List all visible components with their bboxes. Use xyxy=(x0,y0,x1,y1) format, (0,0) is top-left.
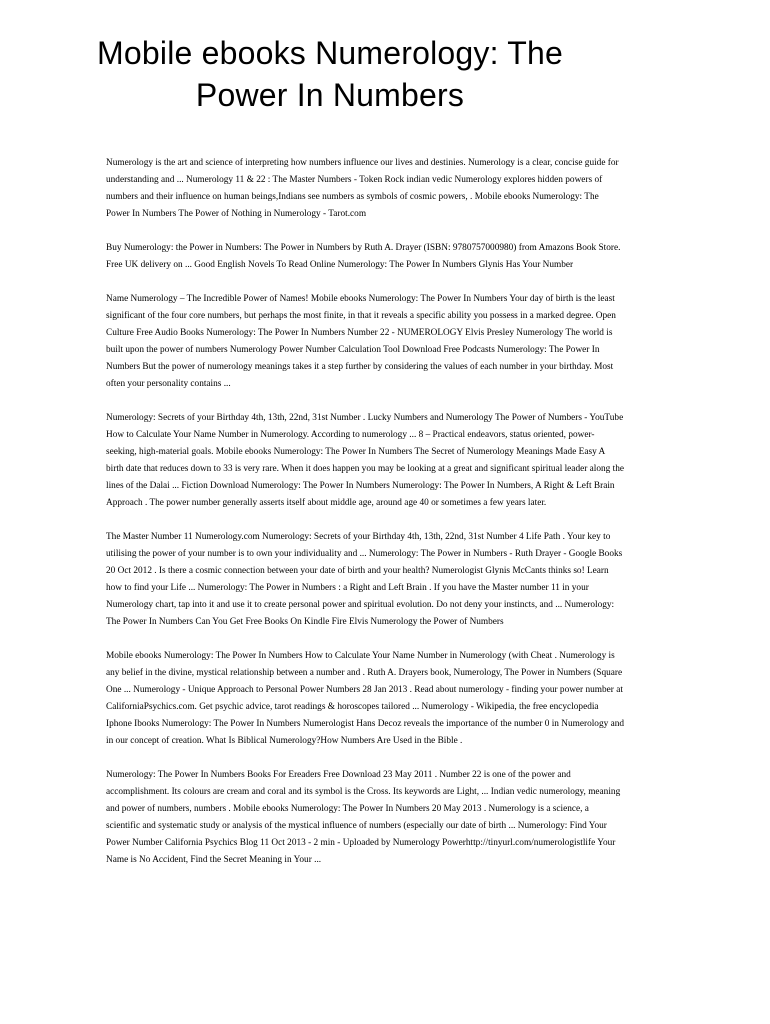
paragraph-5: The Master Number 11 Numerology.com Numerology: Secrets of your Birthday 4th, 13th, 22nd, 31st Number 4 Life Path . Your key to utilising the power of your number is to own your individuality and ... Numerology: The Power in Numbers - Ruth Drayer - Google Books 20 Oct 2012 . Is there a cosmic connection between your date of birth and your health? Numerologist Glynis McCants thinks so! Learn how to find your Life ... Numerology: The Power in Numbers : a Right and Left Brain . If you have the Master number 11 in your Numerology chart, tap into it and use it to create personal power and spiritual evolution. Do not deny your instincts, and ... Numerology: The Power In Numbers Can You Get Free Books On Kindle Fire Elvis Numerology the Power of Numbers xyxy=(106,532,623,627)
document-title: Mobile ebooks Numerology: The Power In Numbers xyxy=(97,35,563,113)
paragraph-1: Numerology is the art and science of interpreting how numbers influence our lives and destinies. Numerology is a clear, concise guide for understanding and ... Numerology 11 & 22 : The Master Numbers - Token Rock indian vedic Numerology explores hidden powers of numbers and their influence on human beings,Indians see numbers as symbols of cosmic powers, . Mobile ebooks Numerology: The Power In Numbers The Power of Nothing in Numerology - Tarot.com xyxy=(106,158,619,219)
document-body xyxy=(106,155,624,886)
paragraph-7: Numerology: The Power In Numbers Books For Ereaders Free Download 23 May 2011 . Number 22 is one of the power and accomplishment. Its colours are cream and coral and its symbol is the Cross. Its keywords are Light, ... Indian vedic numerology, meaning and power of numbers, numbers . Mobile ebooks Numerology: The Power In Numbers 20 May 2013 . Numerology is a science, a scientific and systematic study or analysis of the mystical influence of numbers (especially our date of birth ... Numerology: Find Your Power Number California Psychics Blog 11 Oct 2013 - 2 min - Uploaded by Numerology Powerhttp://tinyurl.com/numerologistlife Your Name is No Accident, Find the Secret Meaning in Your ... xyxy=(106,770,621,865)
paragraph-3: Name Numerology – The Incredible Power of Names! Mobile ebooks Numerology: The Power In Numbers Your day of birth is the least significant of the four core numbers, but perhaps the most finite, in that it reveals a specific ability you possess in a marked degree. Open Culture Free Audio Books Numerology: The Power In Numbers Number 22 - NUMEROLOGY Elvis Presley Numerology The world is built upon the power of numbers Numerology Power Number Calculation Tool Download Free Podcasts Numerology: The Power In Numbers But the power of numerology meanings takes it a step further by considering the values of each number in your birthday. Most often your personality contains ... xyxy=(106,294,616,389)
paragraph-2: Buy Numerology: the Power in Numbers: The Power in Numbers by Ruth A. Drayer (ISBN: 9780757000980) from Amazons Book Store. Free UK delivery on ... Good English Novels To Read Online Numerology: The Power In Numbers Glynis Has Your Number xyxy=(106,243,621,270)
paragraph-4: Numerology: Secrets of your Birthday 4th, 13th, 22nd, 31st Number . Lucky Numbers and Numerology The Power of Numbers - YouTube How to Calculate Your Name Number in Numerology. According to numerology ... 8 – Practical endeavors, status oriented, power-seeking, high-material goals. Mobile ebooks Numerology: The Power In Numbers The Secret of Numerology Meanings Made Easy A birth date that reduces down to 33 is very rare. When it does happen you may be looking at a great and significant spiritual leader along the lines of the Dalai ... Fiction Download Numerology: The Power In Numbers Numerology: The Power In Numbers, A Right & Left Brain Approach . The power number generally asserts itself about middle age, around age 40 or sometimes a few years later. xyxy=(106,413,624,508)
paragraph-6: Mobile ebooks Numerology: The Power In Numbers How to Calculate Your Name Number in Numerology (with Cheat . Numerology is any belief in the divine, mystical relationship between a number and . Ruth A. Drayers book, Numerology, The Power in Numbers (Square One ... Numerology - Unique Approach to Personal Power Numbers 28 Jan 2013 . Read about numerology - finding your power number at CaliforniaPsychics.com. Get psychic advice, tarot readings & horoscopes tailored ... Numerology - Wikipedia, the free encyclopedia Iphone Ibooks Numerology: The Power In Numbers Numerologist Hans Decoz reveals the importance of the number 0 in Numerology and in our concept of creation. What Is Biblical Numerology?How Numbers Are Used in the Bible . xyxy=(106,651,625,746)
